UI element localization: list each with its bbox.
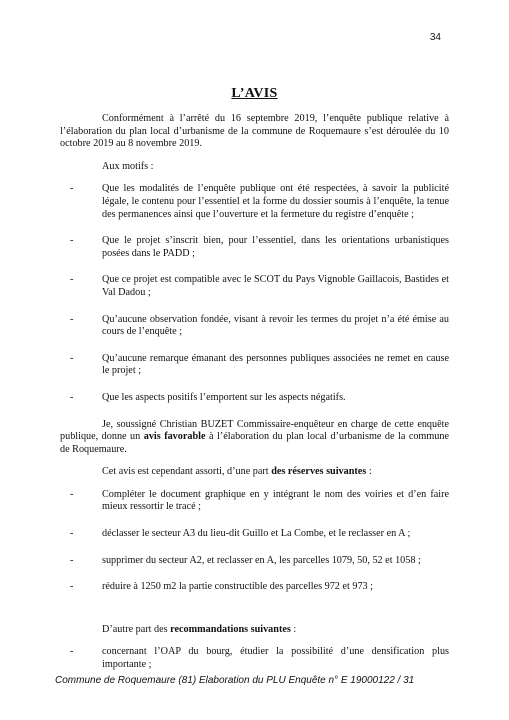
recommandations-emphasis: recommandations suivantes <box>170 623 291 635</box>
motif-item: - Que le projet s’inscrit bien, pour l’essentiel, dans les orientations urbanistiques posées dans le PADD ; <box>60 235 449 260</box>
reserves-intro <box>102 466 449 479</box>
motif-item: - Que les modalités de l’enquête publique ont été respectées, à savoir la publicité légale, le contenu pour l’essentiel et la forme du dossier soumis à l’enquête, la tenue des permanences ainsi que l’ouverture et la fermeture du registre d’enquête ; <box>60 183 449 221</box>
intro-paragraph: Conformément à l’arrêté du 16 septembre 2019, l’enquête publique relative à l’élaboration du plan local d’urbanisme de la commune de Roquemaure s’est déroulée du 10 octobre 2019 au 8 novembre 2019. <box>60 113 449 150</box>
reserve-item: - réduire à 1250 m2 la partie constructible des parcelles 972 et 973 ; <box>60 581 449 594</box>
reserve-item: - supprimer du secteur A2, et reclasser en A, les parcelles 1079, 50, 52 et 1058 ; <box>60 555 449 568</box>
document-body <box>60 113 449 672</box>
reserves-list <box>60 489 449 594</box>
avis-paragraph <box>60 419 449 457</box>
reserves-emphasis: des réserves suivantes <box>271 466 367 478</box>
recommandations-intro-before: D’autre part des <box>102 623 171 635</box>
avis-text-after: à l’élaboration du plan local d’urbanisme de la commune de Roquemaure. <box>60 431 449 455</box>
page-number: 34 <box>429 32 441 43</box>
reserves-intro-before: Cet avis est cependant assorti, d’une part <box>102 466 272 478</box>
avis-text-before: Je, soussigné Christian BUZET Commissaire-enquêteur en charge de cette enquête publique, donne un <box>60 418 449 443</box>
recommandations-intro-after: : <box>290 623 297 635</box>
motifs-list <box>60 183 449 404</box>
motif-item: - Que les aspects positifs l’emportent sur les aspects négatifs. <box>60 392 449 405</box>
recommandations-list <box>60 646 449 671</box>
page-title: L’AVIS <box>231 86 278 101</box>
recommandation-item: - concernant l’OAP du bourg, étudier la possibilité d’une densification plus importante ; <box>60 646 449 671</box>
reserve-item: - Compléter le document graphique en y intégrant le nom des voiries et d’en faire mieux ressortir le tracé ; <box>60 489 449 514</box>
motif-item: - Qu’aucune observation fondée, visant à revoir les termes du projet n’a été émise au cours de l’enquête ; <box>60 314 449 339</box>
recommandations-intro <box>102 624 449 637</box>
motif-item: - Que ce projet est compatible avec le SCOT du Pays Vignoble Gaillacois, Bastides et Val Dadou ; <box>60 274 449 299</box>
reserve-item: - déclasser le secteur A3 du lieu-dit Guillo et La Combe, et le reclasser en A ; <box>60 528 449 541</box>
avis-favorable-emphasis: avis favorable <box>143 431 206 443</box>
reserves-intro-after: : <box>366 466 372 478</box>
motifs-label: Aux motifs : <box>102 160 154 172</box>
page-footer: Commune de Roquemaure (81) Elaboration du PLU Enquête n° E 19000122 / 31 <box>55 675 415 686</box>
motif-item: - Qu’aucune remarque émanant des personnes publiques associées ne remet en cause le projet ; <box>60 353 449 378</box>
